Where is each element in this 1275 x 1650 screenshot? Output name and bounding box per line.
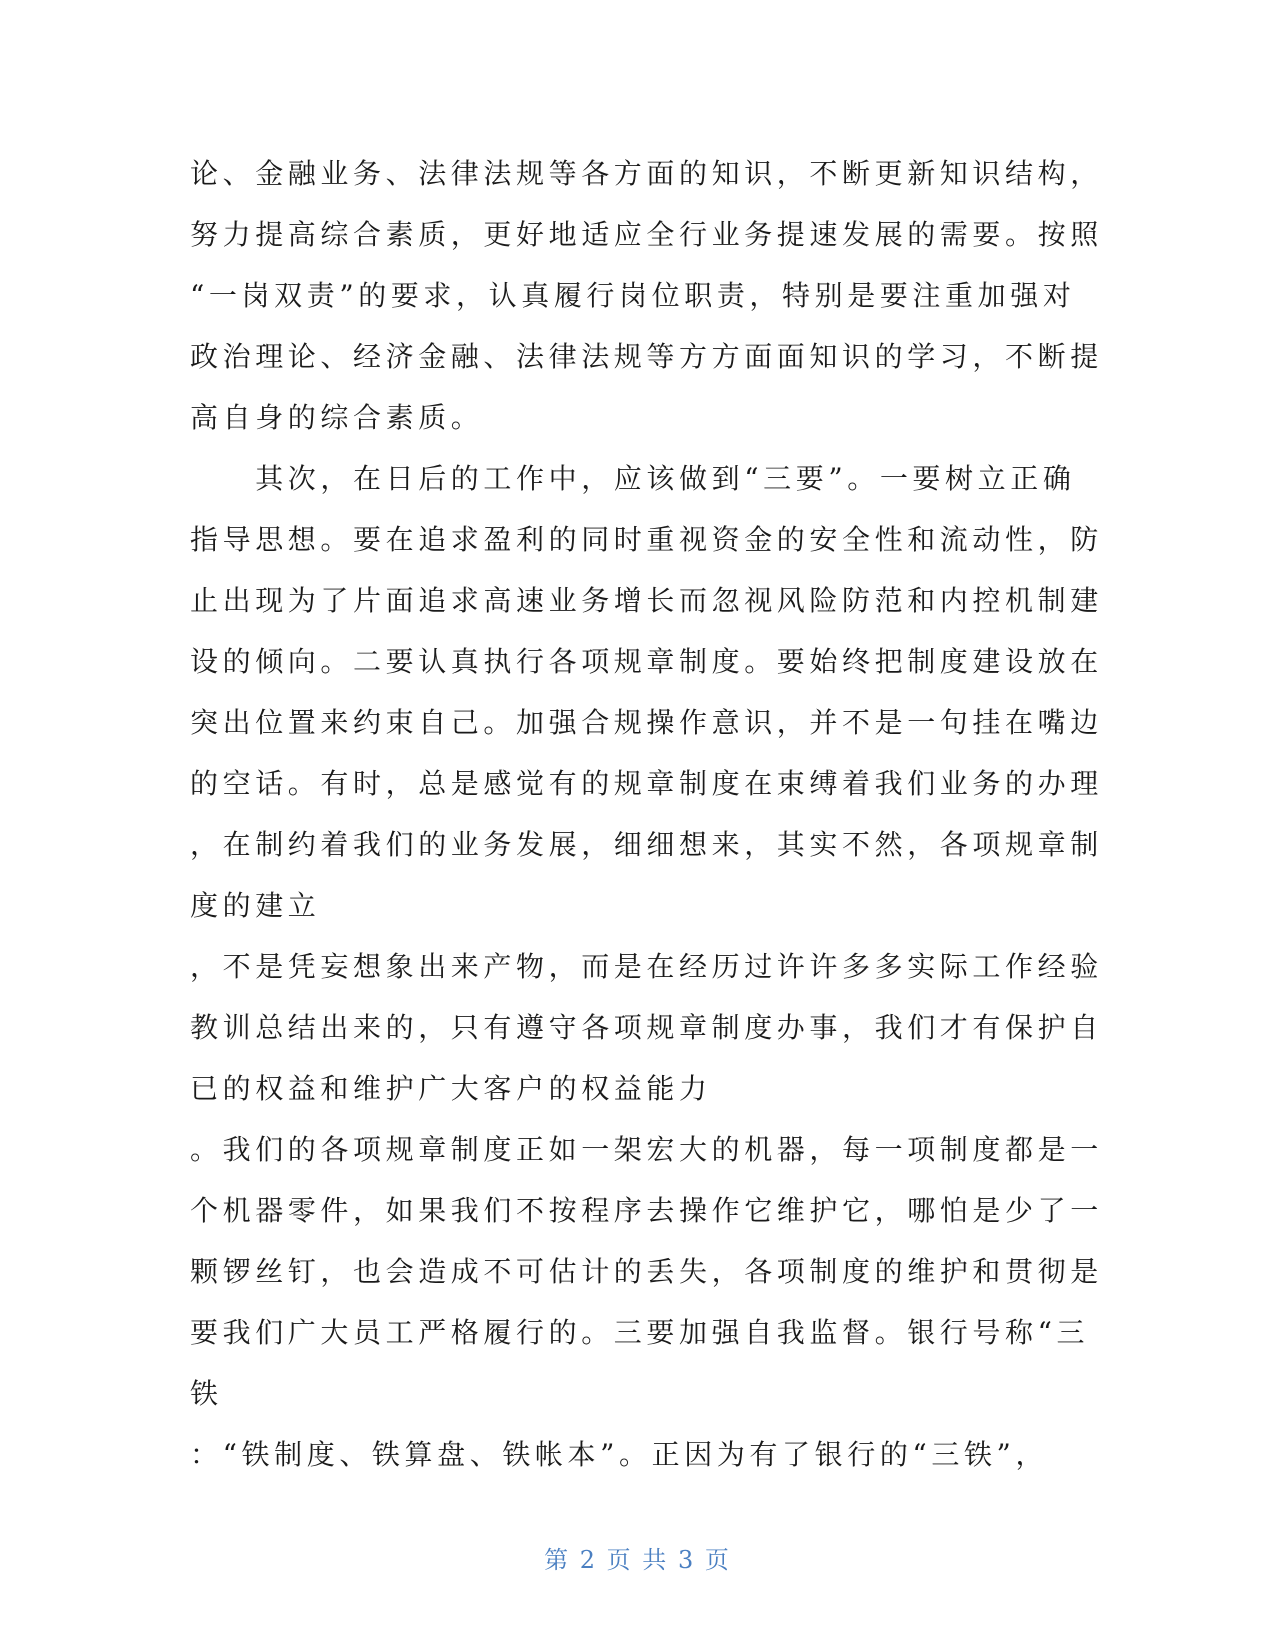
body-text [190,143,1103,1485]
page-number-footer: 第 2 页 共 3 页 [544,1546,731,1574]
text-line: 已的权益和维护广大客户的权益能力 [190,1072,712,1105]
text-line: 指导思想。要在追求盈利的同时重视资金的安全性和流动性，防 [190,523,1103,556]
text-line: 度的建立 [190,889,321,922]
text-line: 铁 [190,1377,223,1410]
text-line: ，不是凭妄想象出来产物，而是在经历过许许多多实际工作经验 [190,950,1103,983]
text-line: 其次，在日后的工作中，应该做到“三要”。一要树立正确 [190,462,1076,495]
text-line: ：“铁制度、铁算盘、铁帐本”。正因为有了银行的“三铁”， [190,1438,1049,1471]
text-line: 努力提高综合素质，更好地适应全行业务提速发展的需要。按照 [190,218,1103,251]
text-line: 突出位置来约束自己。加强合规操作意识，并不是一句挂在嘴边 [190,706,1103,739]
text-line: 要我们广大员工严格履行的。三要加强自我监督。银行号称“三 [190,1316,1090,1349]
text-line: 高自身的综合素质。 [190,401,484,434]
text-line: 颗锣丝钉，也会造成不可估计的丢失，各项制度的维护和贯彻是 [190,1255,1103,1288]
text-line: 的空话。有时，总是感觉有的规章制度在束缚着我们业务的办理 [190,767,1103,800]
text-line: “一岗双责”的要求，认真履行岗位职责，特别是要注重加强对 [190,279,1076,312]
text-line: 个机器零件，如果我们不按程序去操作它维护它，哪怕是少了一 [190,1194,1103,1227]
text-line: 设的倾向。二要认真执行各项规章制度。要始终把制度建设放在 [190,645,1103,678]
text-line: 止出现为了片面追求高速业务增长而忽视风险防范和内控机制建 [190,584,1103,617]
text-line: 教训总结出来的，只有遵守各项规章制度办事，我们才有保护自 [190,1011,1103,1044]
text-line: ，在制约着我们的业务发展，细细想来，其实不然，各项规章制 [190,828,1103,861]
text-line: 。我们的各项规章制度正如一架宏大的机器，每一项制度都是一 [190,1133,1103,1166]
text-line: 政治理论、经济金融、法律法规等方方面面知识的学习，不断提 [190,340,1103,373]
text-line: 论、金融业务、法律法规等各方面的知识，不断更新知识结构， [190,157,1103,190]
